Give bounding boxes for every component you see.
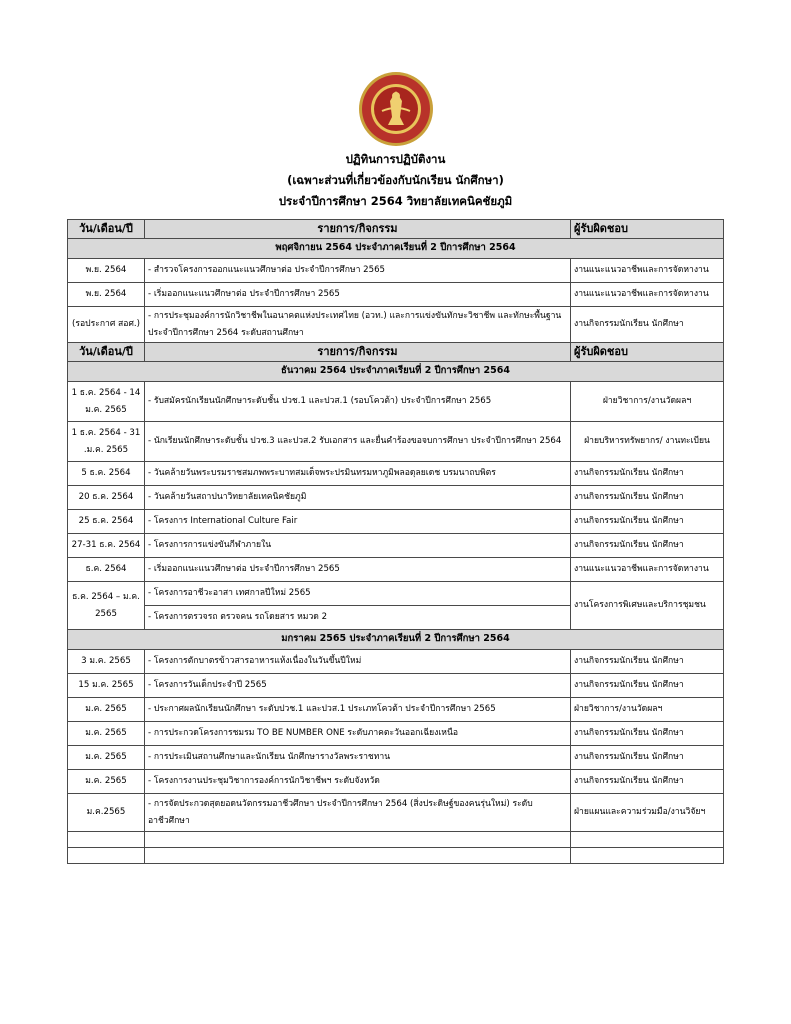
table-row <box>68 674 724 698</box>
row-activity: - การประชุมองค์การนักวิชาชีพในอนาคตแห่งประเทศไทย (อวท.) และการแข่งขันทักษะวิชาชีพ และทักษะพื้นฐาน ประจำปีการศึกษา 2564 ระดับสถานศึกษา <box>145 307 571 343</box>
row-date: ม.ค. 2565 <box>68 722 145 746</box>
column-header-owner: ผู้รับผิดชอบ <box>571 220 724 239</box>
table-row <box>68 534 724 558</box>
empty-row <box>68 832 724 848</box>
row-date: ธ.ค. 2564 <box>68 558 145 582</box>
row-date: 3 ม.ค. 2565 <box>68 650 145 674</box>
row-owner: งานกิจกรรมนักเรียน นักศึกษา <box>571 486 724 510</box>
row-owner: งานโครงการพิเศษและบริการชุมชน <box>571 582 724 630</box>
row-activity: - โครงการวันเด็กประจำปี 2565 <box>145 674 571 698</box>
table-row <box>68 650 724 674</box>
row-date: 1 ธ.ค. 2564 - 14 ม.ค. 2565 <box>68 382 145 422</box>
column-header-activity: รายการ/กิจกรรม <box>145 220 571 239</box>
document-subtitle: (เฉพาะส่วนที่เกี่ยวข้องกับนักเรียน นักศึกษา) <box>287 173 504 187</box>
table-row <box>68 259 724 283</box>
row-date: 5 ธ.ค. 2564 <box>68 462 145 486</box>
section-heading: ธันวาคม 2564 ประจำภาคเรียนที่ 2 ปีการศึกษา 2564 <box>68 362 724 382</box>
college-seal-logo <box>358 71 434 147</box>
row-owner: งานกิจกรรมนักเรียน นักศึกษา <box>571 722 724 746</box>
section-heading: มกราคม 2565 ประจำภาคเรียนที่ 2 ปีการศึกษา 2564 <box>68 630 724 650</box>
row-owner: งานกิจกรรมนักเรียน นักศึกษา <box>571 650 724 674</box>
row-activity: - โครงการตักบาตรข้าวสารอาหารแห้งเนื่องในวันขึ้นปีใหม่ <box>145 650 571 674</box>
row-date: พ.ย. 2564 <box>68 259 145 283</box>
row-activity: - โครงการตรวจรถ ตรวจคน รถโดยสาร หมวด 2 <box>145 606 571 630</box>
column-header-owner: ผู้รับผิดชอบ <box>571 343 724 362</box>
row-activity: - เริ่มออกแนะแนวศึกษาต่อ ประจำปีการศึกษา 2565 <box>145 283 571 307</box>
row-activity: - รับสมัครนักเรียนนักศึกษาระดับชั้น ปวช.1 และปวส.1 (รอบโควต้า) ประจำปีการศึกษา 2565 <box>145 382 571 422</box>
row-owner: งานแนะแนวอาชีพและการจัดหางาน <box>571 259 724 283</box>
table-header-row <box>68 343 724 362</box>
row-owner: ฝ่ายวิชาการ/งานวัดผลฯ <box>571 382 724 422</box>
table-row <box>68 770 724 794</box>
row-activity: - โครงการการแข่งขันกีฬาภายใน <box>145 534 571 558</box>
table-row <box>68 307 724 343</box>
row-owner: งานกิจกรรมนักเรียน นักศึกษา <box>571 307 724 343</box>
row-date: 27-31 ธ.ค. 2564 <box>68 534 145 558</box>
row-owner: ฝ่ายบริหารทรัพยากร/ งานทะเบียน <box>571 422 724 462</box>
row-date: 20 ธ.ค. 2564 <box>68 486 145 510</box>
row-owner: งานกิจกรรมนักเรียน นักศึกษา <box>571 746 724 770</box>
row-activity: - โครงการ International Culture Fair <box>145 510 571 534</box>
row-owner: ฝ่ายวิชาการ/งานวัดผลฯ <box>571 698 724 722</box>
table-row <box>68 382 724 422</box>
row-activity: - เริ่มออกแนะแนวศึกษาต่อ ประจำปีการศึกษา 2565 <box>145 558 571 582</box>
table-row <box>68 422 724 462</box>
table-row <box>68 486 724 510</box>
empty-cell <box>145 848 571 864</box>
section-heading: พฤศจิกายน 2564 ประจำภาคเรียนที่ 2 ปีการศึกษา 2564 <box>68 239 724 259</box>
table-row <box>68 746 724 770</box>
row-date: ธ.ค. 2564 – ม.ค. 2565 <box>68 582 145 630</box>
row-owner: งานแนะแนวอาชีพและการจัดหางาน <box>571 283 724 307</box>
row-activity: - การจัดประกวดสุดยอดนวัตกรรมอาชีวศึกษา ประจำปีการศึกษา 2564 (สิ่งประดิษฐ์ของคนรุ่นใหม่) ระดับอาชีวศึกษา <box>145 794 571 832</box>
activity-calendar-table <box>67 219 724 864</box>
row-activity: - ประกาศผลนักเรียนนักศึกษา ระดับปวช.1 และปวส.1 ประเภทโควต้า ประจำปีการศึกษา 2565 <box>145 698 571 722</box>
row-owner: งานกิจกรรมนักเรียน นักศึกษา <box>571 674 724 698</box>
section-heading-row <box>68 362 724 382</box>
column-header-date: วัน/เดือน/ปี <box>68 343 145 362</box>
row-activity: - การประเมินสถานศึกษาและนักเรียน นักศึกษารางวัลพระราชทาน <box>145 746 571 770</box>
row-activity: - วันคล้ายวันสถาปนาวิทยาลัยเทคนิคชัยภูมิ <box>145 486 571 510</box>
row-owner: งานแนะแนวอาชีพและการจัดหางาน <box>571 558 724 582</box>
section-heading-row <box>68 630 724 650</box>
row-activity: - สำรวจโครงการออกแนะแนวศึกษาต่อ ประจำปีการศึกษา 2565 <box>145 259 571 283</box>
document-title: ปฏิทินการปฏิบัติงาน <box>345 152 446 166</box>
table-row <box>68 462 724 486</box>
column-header-date: วัน/เดือน/ปี <box>68 220 145 239</box>
empty-row <box>68 848 724 864</box>
table-header-row <box>68 220 724 239</box>
row-date: ม.ค. 2565 <box>68 698 145 722</box>
row-date: ม.ค. 2565 <box>68 746 145 770</box>
row-activity: - วันคล้ายวันพระบรมราชสมภพพระบาทสมเด็จพระปรมินทรมหาภูมิพลอดุลยเดช บรมนาถบพิตร <box>145 462 571 486</box>
row-date: 25 ธ.ค. 2564 <box>68 510 145 534</box>
empty-cell <box>68 832 145 848</box>
empty-cell <box>571 832 724 848</box>
row-date: ม.ค.2565 <box>68 794 145 832</box>
row-activity: - โครงการงานประชุมวิชาการองค์การนักวิชาชีพฯ ระดับจังหวัด <box>145 770 571 794</box>
table-row <box>68 283 724 307</box>
row-owner: งานกิจกรรมนักเรียน นักศึกษา <box>571 770 724 794</box>
row-owner: งานกิจกรรมนักเรียน นักศึกษา <box>571 462 724 486</box>
document-year-line: ประจำปีการศึกษา 2564 วิทยาลัยเทคนิคชัยภูมิ <box>278 194 513 208</box>
row-date: (รอประกาศ สอศ.) <box>68 307 145 343</box>
column-header-activity: รายการ/กิจกรรม <box>145 343 571 362</box>
row-owner: งานกิจกรรมนักเรียน นักศึกษา <box>571 534 724 558</box>
row-owner: งานกิจกรรมนักเรียน นักศึกษา <box>571 510 724 534</box>
row-owner: ฝ่ายแผนและความร่วมมือ/งานวิจัยฯ <box>571 794 724 832</box>
row-date: พ.ย. 2564 <box>68 283 145 307</box>
table-row <box>68 510 724 534</box>
row-date: ม.ค. 2565 <box>68 770 145 794</box>
section-heading-row <box>68 239 724 259</box>
empty-cell <box>571 848 724 864</box>
row-date: 15 ม.ค. 2565 <box>68 674 145 698</box>
table-row <box>68 558 724 582</box>
table-row <box>68 698 724 722</box>
row-date: 1 ธ.ค. 2564 - 31 .ม.ค. 2565 <box>68 422 145 462</box>
table-row <box>68 582 724 606</box>
row-activity: - การประกวดโครงการชมรม TO BE NUMBER ONE ระดับภาคตะวันออกเฉียงเหนือ <box>145 722 571 746</box>
empty-cell <box>68 848 145 864</box>
row-activity: - โครงการอาชีวะอาสา เทศกาลปีใหม่ 2565 <box>145 582 571 606</box>
empty-cell <box>145 832 571 848</box>
table-row <box>68 794 724 832</box>
table-row <box>68 722 724 746</box>
row-activity: - นักเรียนนักศึกษาระดับชั้น ปวช.3 และปวส.2 รับเอกสาร และยื่นคำร้องขอจบการศึกษา ประจำปีการศึกษา 2564 <box>145 422 571 462</box>
